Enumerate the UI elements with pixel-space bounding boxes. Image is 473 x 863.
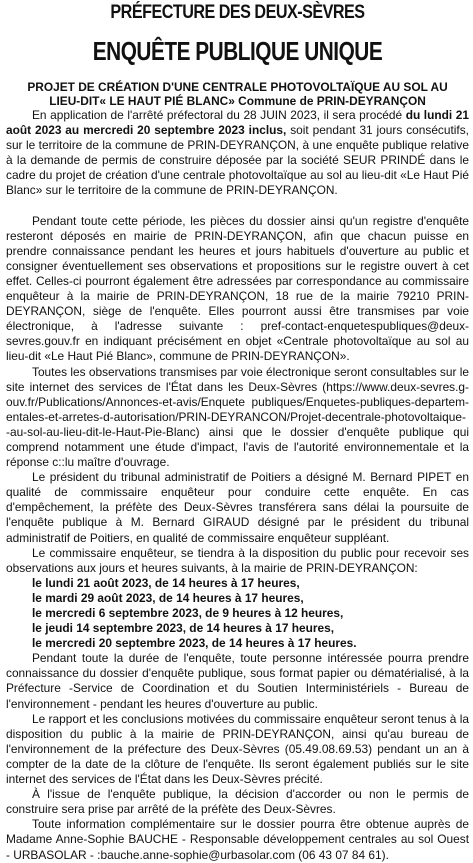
schedule-item: le lundi 21 août 2023, de 14 heures à 17 heures, xyxy=(32,575,300,590)
paragraph-commissioner: Le président du tribunal administratif de Poitiers a désigné M. Bernard PIPET en qualité de commissaire enquêteur pour conduire cette enquête. En cas d'empêchement, la préfète des Deux-Sèvres transférera sans délai la poursuite de l'enquête publique à M. Bernard GIRAUD désigné par le président du tribunal administratif de Poitiers, en qualité de commissaire enquêteur suppléant. xyxy=(6,470,469,545)
paragraph-consultation: Pendant toute cette période, les pièces du dossier ainsi qu'un registre d'enquête resteront déposés en mairie de PRIN-DEYRANÇON, afin que chacun puisse en prendre connaissance pendant les heures et jours habituels d'ouverture au public et consigner éventuellement ses observations et propositions sur le registre ouvert à cet effet. Celles-ci pourront également être adressées par correspondance au commissaire enquêteur à la mairie de PRIN-DEYRANÇON, 18 rue de la mairie 79210 PRIN-DEYRANÇON, siège de l'enquête. Elles pourront aussi être transmises par voie électronique, à l'adresse suivante : pref-contact-enquetespubliques@deux-sevres.gouv.fr en indiquant précisément en objet «Centrale photovoltaïque au sol au lieu-dit «Le Haut Pié Blanc», commune de PRIN-DEYRANÇON». xyxy=(6,213,469,364)
paragraph-dates xyxy=(6,108,469,199)
paragraph-contact: Toute information complémentaire sur le dossier pourra être obtenue auprès de Madame Anne-Sophie BAUCHE - Responsable développement centrales au sol Ouest - URBASOLAR - :bauche.anne-sophie@urbasolar.com (06 43 07 84 61). xyxy=(6,817,469,862)
paragraph-report: Le rapport et les conclusions motivées du commissaire enquêteur seront tenus à la disposition du public à la mairie de PRIN-DEYRANÇON, ainsi qu'au bureau de l'environnement de la préfecture des Deux-Sèvres (05.49.08.69.53) pendant un an à compter de la date de la clôture de l'enquête. Ils seront également publiés sur le site internet des services de l'État dans les Deux-Sèvres précité. xyxy=(6,711,469,787)
schedule-item: le jeudi 14 septembre 2023, de 14 heures à 17 heures, xyxy=(32,621,335,636)
subtitle-line-1: PROJET DE CRÉATION D'UNE CENTRALE PHOTOVOLTAÏQUE AU SOL AU xyxy=(27,80,448,94)
paragraph-dossier-access: Pendant toute la durée de l'enquête, toute personne intéressée pourra prendre connaissance du dossier d'enquête publique, sous format papier ou dématérialisé, à la Préfecture -Service de Coordination et du Soutien Interministériels - Bureau de l'environnement - pendant les heures d'ouverture au public. xyxy=(6,651,469,711)
paragraph-dates-rest: soit pendant 31 jours consécutifs, sur le territoire de la commune de PRIN-DEYRANÇON, à une enquête publique relative à la demande de permis de construire déposée par la société SEUR PRINDÉ dans le cadre du projet de création d'une centrale photovoltaïque au sol au lieu-dit «Le Haut Pié Blanc» sur le territoire de la commune de PRIN-DEYRANÇON. xyxy=(6,123,469,198)
enquiry-dates: du lundi 21 août 2023 au mercredi 20 septembre 2023 inclus, xyxy=(6,108,469,138)
permanence-schedule xyxy=(6,576,469,651)
paragraph-observations: Toutes les observations transmises par voie électronique seront consultables sur le site internet des services de l'État dans les Deux-Sèvres (https://www.deux-sevres.g-ouv.fr/Publications/Annonces-et-avis/Enquete publiques/Enquetes-publiques-departem-entales-et-arretes-d-autorisation/PRIN-DEYRANCON/Projet-decentrale-photovoltaique--au-sol-au-lieu-dit-le-Haut-Pie-Blanc) ainsi que le dossier d'enquête publique qui comprend notamment une étude d'impact, l'avis de l'autorité environnementale et la réponse c::lu maître d'ouvrage. xyxy=(6,364,469,470)
subtitle-line-2: LIEU-DIT« LE HAUT PIÉ BLANC» Commune de PRIN-DEYRANÇON xyxy=(49,94,426,108)
paragraph-permanences: Le commissaire enquêteur, se tiendra à la disposition du public pour recevoir ses observations aux jours et heures suivants, à la mairie de PRIN-DEYRANÇON: xyxy=(6,545,469,575)
project-subtitle xyxy=(6,80,469,108)
paragraph-decision: À l'issue de l'enquête publique, la décision d'accorder ou non le permis de construire sera prise par arrêté de la préfète des Deux-Sèvres. xyxy=(6,787,469,817)
paragraph-dates-intro: En application de l'arrêté préfectoral du 28 JUIN 2023, il sera procédé xyxy=(32,108,406,122)
notice-body xyxy=(6,108,469,863)
prefecture-heading: PRÉFECTURE DES DEUX-SÈVRES xyxy=(110,2,365,23)
schedule-item: le mercredi 20 septembre 2023, de 14 heures à 17 heures. xyxy=(32,636,357,651)
schedule-item: le mardi 29 août 2023, de 14 heures à 17 heures, xyxy=(32,590,304,605)
schedule-item: le mercredi 6 septembre 2023, de 9 heures à 12 heures, xyxy=(32,606,344,620)
notice-title: ENQUÊTE PUBLIQUE UNIQUE xyxy=(92,36,383,66)
